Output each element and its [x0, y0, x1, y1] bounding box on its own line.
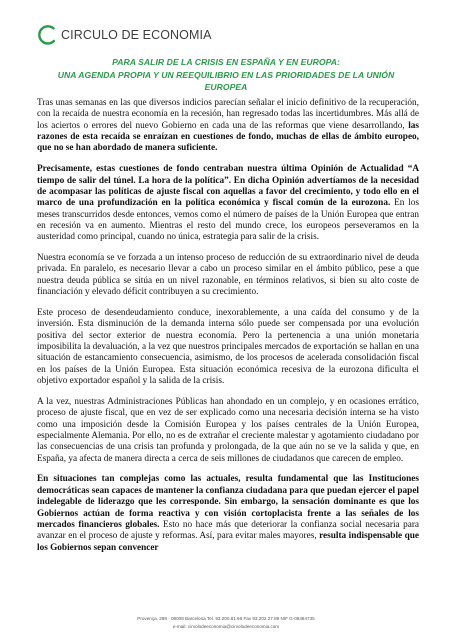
- body-paragraph: [37, 474, 419, 553]
- text-run: A la vez, nuestras Administraciones Públicas han ahondado en un complejo, y en ocasiones errático, proceso de ajuste fiscal, que en vez de ser explicado como una necesaria decisión interna se ha visto como una imposición desde la Comisión Europea y los países centrales de la Unión Europea, especialmente Alemania. Por ello, no es de extrañar el creciente malestar y agotamiento ciudadano por las consecuencias de una crisis tan profunda y prolongada, de la que aún no se ve la salida y que, en España, ya afecta de manera directa a cerca de seis millones de ciudadanos que carecen de empleo.: [37, 396, 419, 464]
- bold-text-run: resulta indispensable que los Gobiernos sepan convencer: [37, 531, 419, 553]
- title-line-1: PARA SALIR DE LA CRISIS EN ESPAÑA Y EN EUROPA:: [112, 57, 340, 67]
- org-name: CIRCULO DE ECONOMIA: [61, 28, 212, 42]
- body-paragraph: [37, 253, 419, 298]
- org-logo: [36, 24, 212, 46]
- text-run: En los meses transcurridos desde entonces, vemos como el número de países de la Unión Europea que entran en recesión va en aumento. Mientras el resto del mundo crece, los europeos perseveramos en la austeridad como principal, cuando no única, estrategia para salir de la crisis.: [37, 198, 419, 243]
- text-run: Este proceso de desendeudamiento conduce, inexorablemente, a una caída del consumo y de la inversión. Esta disminución de la demanda interna sólo puede ser compensada por una evolución positiva del sector exterior de nuestra economía. Pero la pertenencia a una unión monetaria imposibilita la devaluación, a la vez que nuestros principales mercados de exportación se hallan en una situación de estancamiento consecuencia, asimismo, de los procesos de acelerada consolidación fiscal en los países de la Unión Europea. Esta situación económica recesiva de la eurozona dificulta el objetivo exportador español y la salida de la crisis.: [37, 308, 419, 387]
- title-line-2: UNA AGENDA PROPIA Y UN REEQUILIBRIO EN LAS PRIORIDADES DE LA UNIÓN EUROPEA: [57, 69, 395, 92]
- body-paragraph: [37, 397, 419, 465]
- bold-text-run: En situaciones tan complejas como las actuales, resulta fundamental que las Instituciones democráticas sean capaces de mantener la confianza ciudadana para que puedan ejercer el papel indelegable de liderazgo que les corresponde. Sin embargo, la sensación dominante es que los Gobiernos actúan de forma reactiva y con visión cortoplacista frente a las señales de los mercados financieros globales.: [37, 474, 419, 530]
- text-run: Tras unas semanas en las que diversos indicios parecían señalar el inicio definitivo de la recuperación, con la recaída de nuestra economía en la recesión, han regresado todas las incertidumbres. Más allá de los aciertos o errores del nuevo Gobierno en cada una de las reformas que viene desarrollando,: [37, 98, 419, 131]
- document-body: [37, 98, 419, 563]
- text-run: Nuestra economía se ve forzada a un intenso proceso de reducción de su extraordinario nivel de deuda privada. En paralelo, es necesario llevar a cabo un proceso similar en el ámbito público, pese a que nuestra deuda pública se sitúa en un nivel razonable, en términos relativos, si bien su alto coste de financiación y elevado déficit contribuyen a su crecimiento.: [37, 253, 419, 298]
- footer-email: e-mail: cirvolodeeconomia@cirvolodeeconomia.com: [172, 623, 280, 629]
- document-title: [50, 56, 402, 94]
- body-paragraph: [37, 308, 419, 387]
- circle-logo-icon: [36, 24, 58, 46]
- body-paragraph: [37, 98, 419, 155]
- text-run: Esto no hace más que deteriorar la confianza social necesaria para avanzar en el proceso de ajuste y reformas. Así, para evitar males mayores,: [37, 519, 419, 542]
- page-footer: [0, 615, 452, 630]
- bold-text-run: Precisamente, estas cuestiones de fondo centraban nuestra última Opinión de Actualidad “A tiempo de salir del túnel. La hora de la política”. En dicha Opinión advertíamos de la necesidad de acompasar las políticas de ajuste fiscal con aquellas a favor del crecimiento, y todo ello en el marco de una profundización en la política económica y fiscal común de la eurozona.: [37, 164, 419, 209]
- bold-text-run: las razones de esta recaída se enraízan en cuestiones de fondo, muchas de ellas de ámbito europeo, que no se han abordado de manera suficiente.: [37, 120, 419, 154]
- body-paragraph: [37, 164, 419, 243]
- footer-address: Provença, 298 · 08008 Barcelona Tel. 93.200.81.66 Fax 93.202.27.89 NIF G-08484735: [137, 616, 315, 621]
